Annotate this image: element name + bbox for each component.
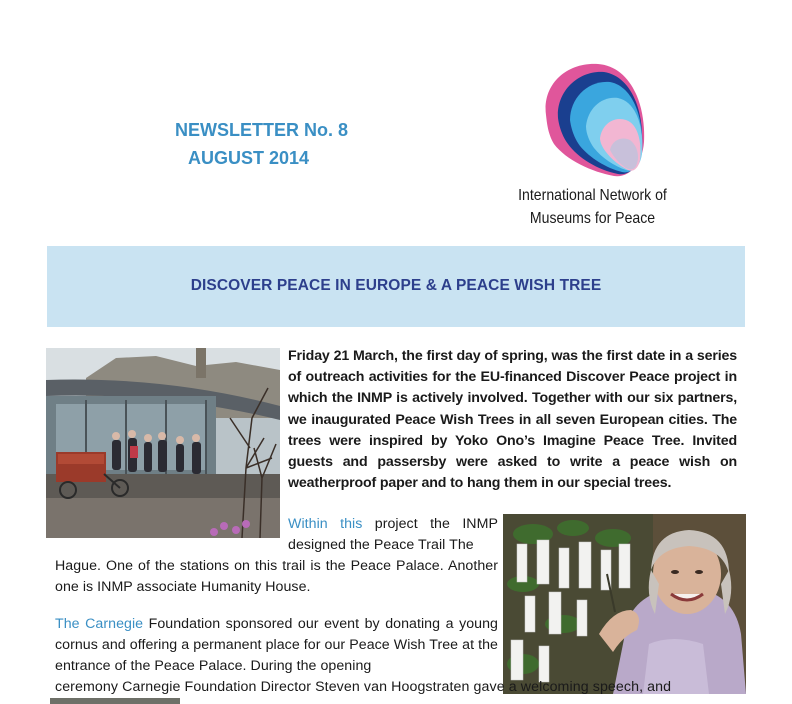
organization-name <box>511 184 674 230</box>
project-link[interactable]: Within this <box>288 516 363 532</box>
newsletter-date: AUGUST 2014 <box>188 148 310 168</box>
article-intro: Friday 21 March, the first day of spring, was the first date in a series of outreach activities for the EU-financed Discover Peace project in which the INMP is actively involved. Together with our six partners, we inaugurated Peace Wish Trees in all seven European cities. The trees were inspired by Yoko Ono’s Imagine Peace Tree. Invited guests and passersby were asked to write a peace wish on weatherproof paper and to hang them in our special trees. <box>288 348 737 492</box>
paragraph-carnegie <box>55 614 498 677</box>
paragraph-project-line1 <box>288 514 498 535</box>
article-banner <box>47 246 745 327</box>
newsletter-title <box>175 116 348 172</box>
organization-name-line2: Museums for Peace <box>529 210 656 227</box>
carnegie-link[interactable]: The Carnegie <box>55 616 144 632</box>
peace-wish-tree-photo <box>503 514 746 694</box>
paragraph-project-line1-rest: project the INMP <box>362 516 498 532</box>
bottom-photo-edge <box>50 698 180 704</box>
paragraph-carnegie-text: Foundation sponsored our event by donating a young cornus and offering a permanent place for our Peace Wish Tree at the entrance of the Peace Palace. During the opening <box>55 616 498 674</box>
newsletter-number: NEWSLETTER No. 8 <box>175 120 349 140</box>
inmp-logo-icon <box>536 60 648 182</box>
organization-name-line1: International Network of <box>518 187 667 204</box>
paragraph-carnegie-continued: ceremony Carnegie Foundation Director Steven van Hoogstraten gave a welcoming speech, and <box>55 679 672 695</box>
paragraph-project-line2: designed the Peace Trail The <box>288 537 474 553</box>
peace-palace-pavilion-photo <box>46 348 280 538</box>
paragraph-project-rest: Hague. One of the stations on this trail is the Peace Palace. Another one is INMP associate Humanity House. <box>55 558 498 595</box>
article-heading: DISCOVER PEACE IN EUROPE & A PEACE WISH TREE <box>190 277 602 294</box>
